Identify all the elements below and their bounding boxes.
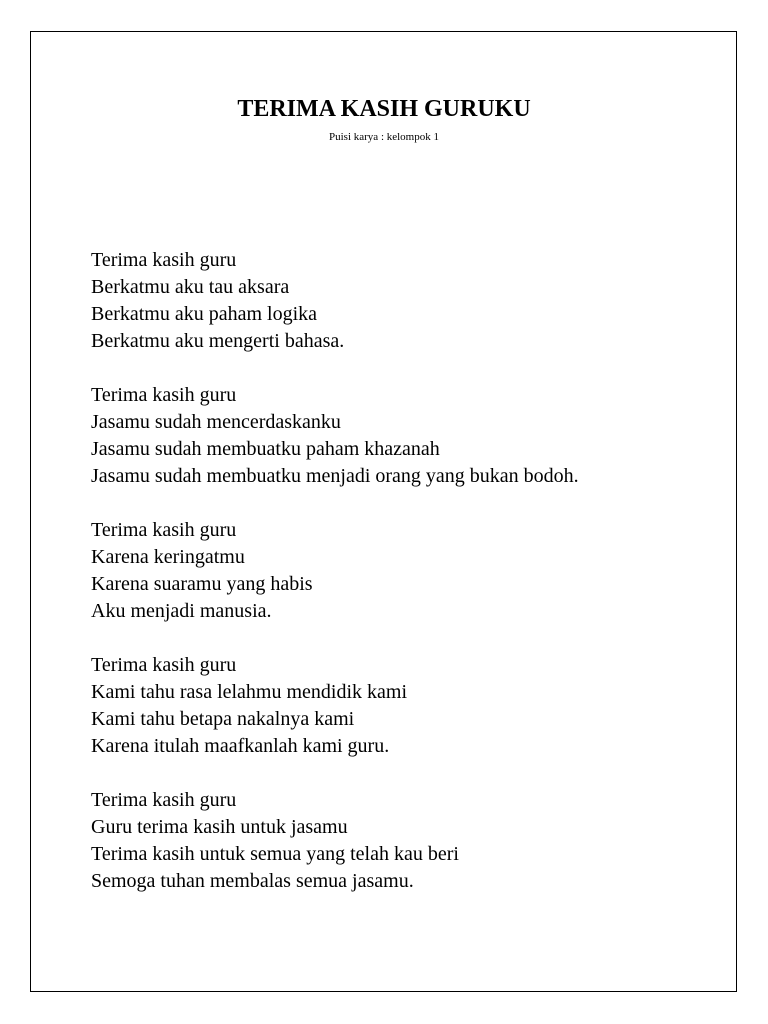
document-title: TERIMA KASIH GURUKU xyxy=(237,96,531,122)
poem-line: Semoga tuhan membalas semua jasamu. xyxy=(91,870,414,892)
poem-body xyxy=(91,247,731,922)
poem-line: Karena suaramu yang habis xyxy=(91,573,313,595)
poem-line: Terima kasih guru xyxy=(91,249,237,271)
poem-line: Berkatmu aku mengerti bahasa. xyxy=(91,330,345,352)
poem-line: Karena keringatmu xyxy=(91,546,245,568)
stanza-2 xyxy=(91,382,731,490)
stanza-3 xyxy=(91,517,731,625)
poem-line: Karena itulah maafkanlah kami guru. xyxy=(91,735,390,757)
poem-line: Terima kasih guru xyxy=(91,789,237,811)
poem-line: Aku menjadi manusia. xyxy=(91,600,272,622)
stanza-1 xyxy=(91,247,731,355)
poem-line: Kami tahu betapa nakalnya kami xyxy=(91,708,355,730)
poem-line: Terima kasih untuk semua yang telah kau beri xyxy=(91,843,459,865)
poem-line: Jasamu sudah mencerdaskanku xyxy=(91,411,341,433)
poem-line: Jasamu sudah membuatku menjadi orang yang bukan bodoh. xyxy=(91,465,579,487)
poem-line: Berkatmu aku tau aksara xyxy=(91,276,290,298)
poem-line: Terima kasih guru xyxy=(91,519,237,541)
poem-line: Terima kasih guru xyxy=(91,384,237,406)
poem-line: Terima kasih guru xyxy=(91,654,237,676)
poem-line: Kami tahu rasa lelahmu mendidik kami xyxy=(91,681,408,703)
poem-line: Guru terima kasih untuk jasamu xyxy=(91,816,348,838)
document-subtitle: Puisi karya : kelompok 1 xyxy=(329,131,439,143)
stanza-5 xyxy=(91,787,731,895)
poem-line: Berkatmu aku paham logika xyxy=(91,303,318,325)
poem-line: Jasamu sudah membuatku paham khazanah xyxy=(91,438,440,460)
stanza-4 xyxy=(91,652,731,760)
